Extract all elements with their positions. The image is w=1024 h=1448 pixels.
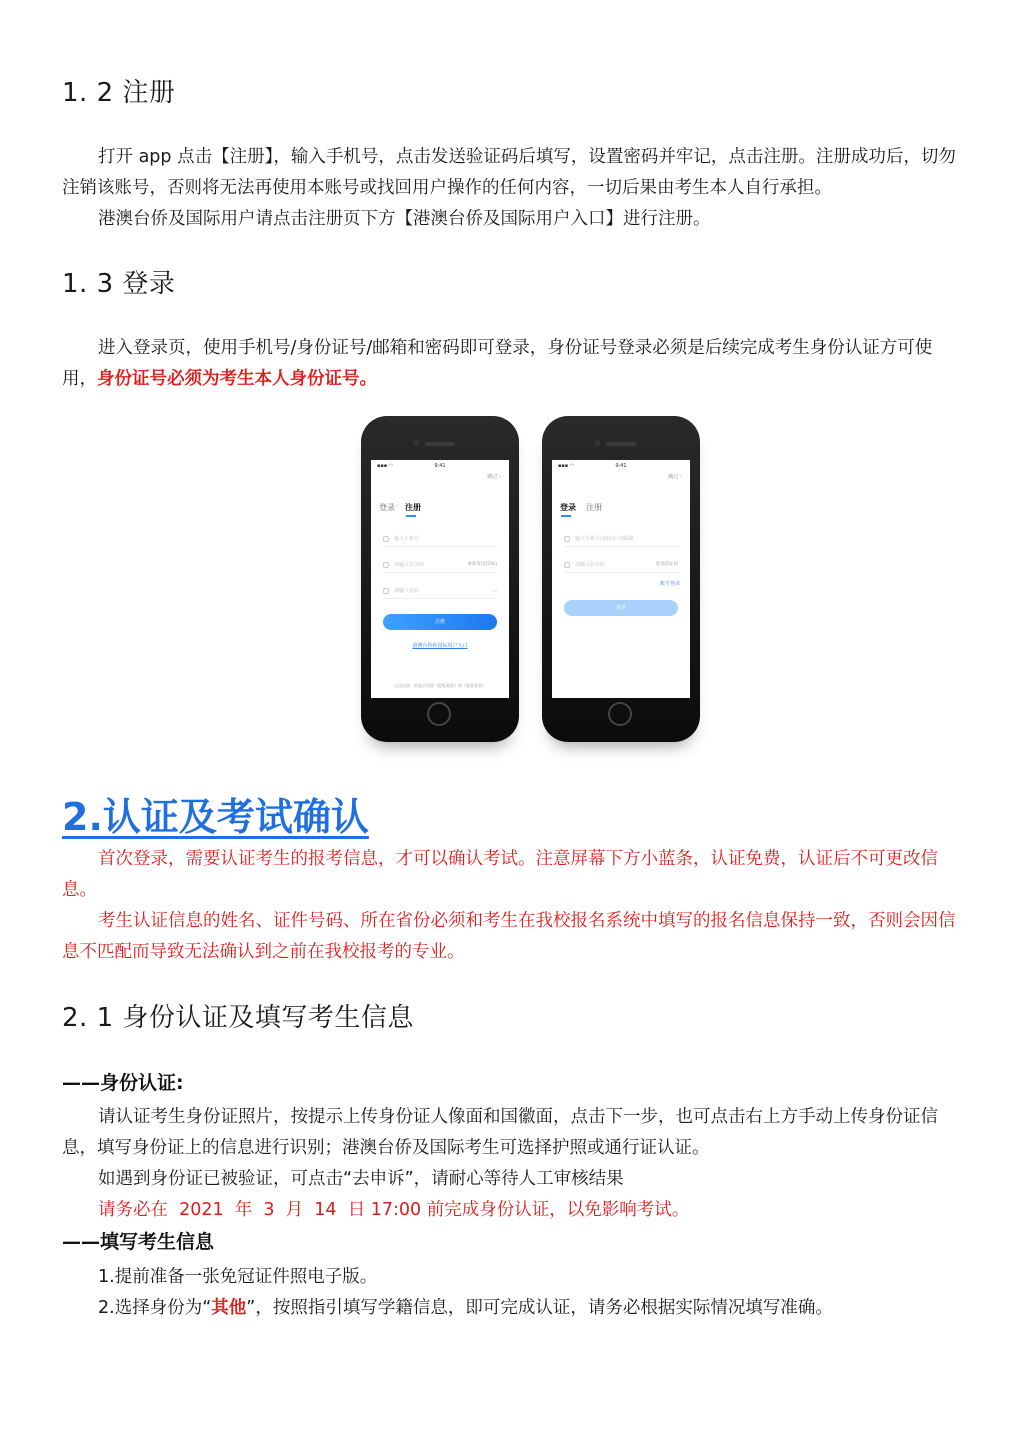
speaker-grille (606, 442, 636, 446)
auth-tabs (379, 502, 431, 513)
shield-icon (383, 562, 389, 568)
eye-icon[interactable]: ◡ (493, 588, 497, 593)
camera-icon (594, 440, 600, 446)
section-2-1-heading: 2. 1 身份认证及填写考生信息 (62, 1003, 414, 1033)
skip-link[interactable]: 跳过 › (668, 474, 682, 480)
fill-info-step-1: 1.提前准备一张免冠证件照电子版。 (98, 1267, 378, 1287)
login-button[interactable]: 登录 (564, 600, 678, 616)
phone-mockup-register (361, 416, 519, 742)
account-placeholder: 输入手机号/身份证号/邮箱 (575, 536, 634, 542)
id-auth-subheading: ——身份认证: (62, 1072, 184, 1094)
lock-icon (383, 588, 389, 594)
login-instructions-text: 进入登录页，使用手机号/身份证号/邮箱和密码即可登录，身份证号登录必须是后续完成考生身份认证方可使用， (62, 338, 933, 389)
signal-icon: ▪▪▪ ◠ (377, 463, 394, 469)
step-2-text-b: ”，按照指引填写学籍信息，即可完成认证，请务必根据实际情况填写准确。 (246, 1298, 833, 1318)
login-instructions (62, 333, 966, 395)
register-button[interactable]: 注册 (383, 614, 497, 630)
terms-footer: 点击注册，即表示同意《隐私政策》和《服务条款》 (394, 683, 486, 688)
intl-register-note: 港澳台侨及国际用户请点击注册页下方【港澳台侨及国际用户入口】进行注册。 (98, 209, 711, 229)
camera-icon (413, 440, 419, 446)
user-icon (383, 536, 389, 542)
password-placeholder: 请输入密码 (394, 588, 420, 594)
resend-code-button[interactable]: 重新发送(59s) (467, 562, 497, 567)
first-login-note: 首次登录，需要认证考生的报考信息，才可以确认考试。注意屏幕下方小蓝条，认证免费，认证后不可更改信息。 (62, 849, 938, 900)
status-time: 9:41 (615, 463, 627, 469)
tab-login[interactable]: 登录 (379, 503, 395, 512)
tab-register[interactable]: 注册 (405, 503, 421, 512)
identity-other-highlight: 其他 (211, 1298, 247, 1318)
section-2-title: 2.认证及考试确认 (62, 795, 369, 839)
speaker-grille (425, 442, 455, 446)
intl-user-link[interactable]: 港澳台侨和国际用户入口 (412, 643, 468, 649)
code-placeholder: 请输入验证码 (394, 562, 425, 568)
phone-input[interactable] (383, 532, 497, 547)
password-input[interactable] (383, 584, 497, 599)
deadline-note: 请务必在 2021 年 3 月 14 日 17:00 前完成身份认证，以免影响考试。 (98, 1200, 690, 1220)
signal-icon: ▪▪▪ ◠ (558, 463, 575, 469)
register-instructions: 打开 app 点击【注册】，输入手机号，点击发送验证码后填写，设置密码并牢记，点击注册。注册成功后，切勿注销该账号，否则将无法再使用本账号或找回用户操作的任何内容，一切后果由考生本人自行承担。 (62, 147, 956, 198)
shield-icon (564, 562, 570, 568)
code-placeholder: 请输入验证码 (575, 562, 606, 568)
info-match-note: 考生认证信息的姓名、证件号码、所在省份必须和考生在我校报名系统中填写的报名信息保持一致，否则会因信息不匹配而导致无法确认到之前在我校报考的专业。 (62, 911, 956, 962)
id-auth-instructions: 请认证考生身份证照片，按提示上传身份证人像面和国徽面，点击下一步，也可点击右上方手动上传身份证信息，填写身份证上的信息进行识别；港澳台侨及国际考生可选择护照或通行证认证。 (62, 1107, 938, 1158)
skip-link[interactable]: 跳过 › (487, 474, 501, 480)
tab-register[interactable]: 注册 (586, 503, 602, 512)
step-2-text-a: 2.选择身份为“ (98, 1298, 212, 1318)
section-1-2-heading: 1. 2 注册 (62, 78, 176, 108)
login-screen (552, 460, 690, 698)
appeal-note: 如遇到身份证已被验证，可点击“去申诉”，请耐心等待人工审核结果 (98, 1169, 624, 1189)
phone-placeholder: 输入手机号 (394, 536, 420, 542)
account-input[interactable] (564, 532, 678, 547)
section-1-3-heading: 1. 3 登录 (62, 269, 176, 299)
home-button (427, 702, 451, 726)
home-button (608, 702, 632, 726)
send-code-button[interactable]: 发送验证码 (655, 562, 678, 567)
password-login-link[interactable]: 账号登录 (659, 581, 680, 587)
auth-tabs (560, 502, 612, 513)
phone-mockup-login (542, 416, 700, 742)
status-time: 9:41 (434, 463, 446, 469)
fill-info-step-2 (62, 1293, 966, 1324)
login-id-warning: 身份证号必须为考生本人身份证号。 (97, 369, 377, 389)
code-input[interactable] (564, 558, 678, 573)
tab-login[interactable]: 登录 (560, 503, 576, 512)
register-screen (371, 460, 509, 698)
user-icon (564, 536, 570, 542)
fill-info-subheading: ——填写考生信息 (62, 1231, 215, 1253)
code-input[interactable] (383, 558, 497, 573)
